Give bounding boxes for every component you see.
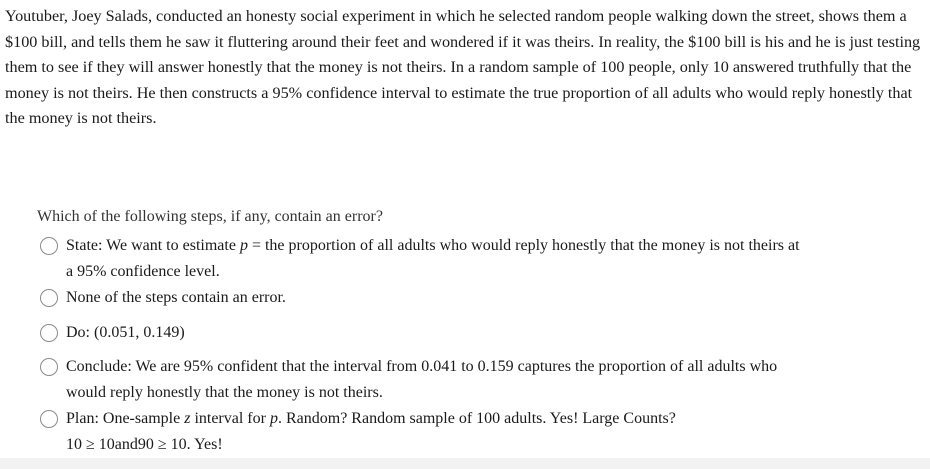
radio-button[interactable] (40, 289, 58, 307)
option-label: Conclude: We are 95% confident that the interval from 0.041 to 0.159 captures the proportion of all adults who would reply honestly that the money is not theirs. (66, 358, 778, 401)
question-text: Which of the following steps, if any, contain an error? (37, 208, 383, 225)
option-label: State: We want to estimate p = the proportion of all adults who would reply honestly that the money is not theirs at a 95% confidence level. (66, 237, 800, 280)
answer-option-conclude[interactable] (40, 356, 910, 405)
radio-button[interactable] (40, 358, 58, 376)
radio-button[interactable] (40, 324, 58, 342)
answer-option-none[interactable] (40, 287, 286, 311)
answer-option-do[interactable] (40, 322, 185, 346)
radio-button[interactable] (40, 237, 58, 255)
option-label: Do: (0.051, 0.149) (66, 324, 185, 341)
answer-option-state[interactable] (40, 235, 910, 284)
problem-statement: Youtuber, Joey Salads, conducted an honesty social experiment in which he selected random people walking down the street, shows them a $100 bill, and tells them he saw it fluttering around their feet and wondered if it was theirs. In reality, the $100 bill is his and he is just testing them to see if they will answer honestly that the money is not theirs. In a random sample of 100 people, only 10 answered truthfully that the money is not theirs. He then constructs a 95% confidence interval to estimate the true proportion of all adults who would reply honestly that the money is not theirs. (5, 7, 921, 128)
bottom-divider-bar (0, 458, 930, 469)
answer-option-plan[interactable] (40, 408, 910, 457)
option-label: Plan: One-sample z interval for p. Random? Random sample of 100 adults. Yes! Large Counts? 10 ≥ 10and90 ≥ 10. Yes! (66, 410, 676, 453)
option-label: None of the steps contain an error. (66, 289, 286, 306)
radio-button[interactable] (40, 410, 58, 428)
